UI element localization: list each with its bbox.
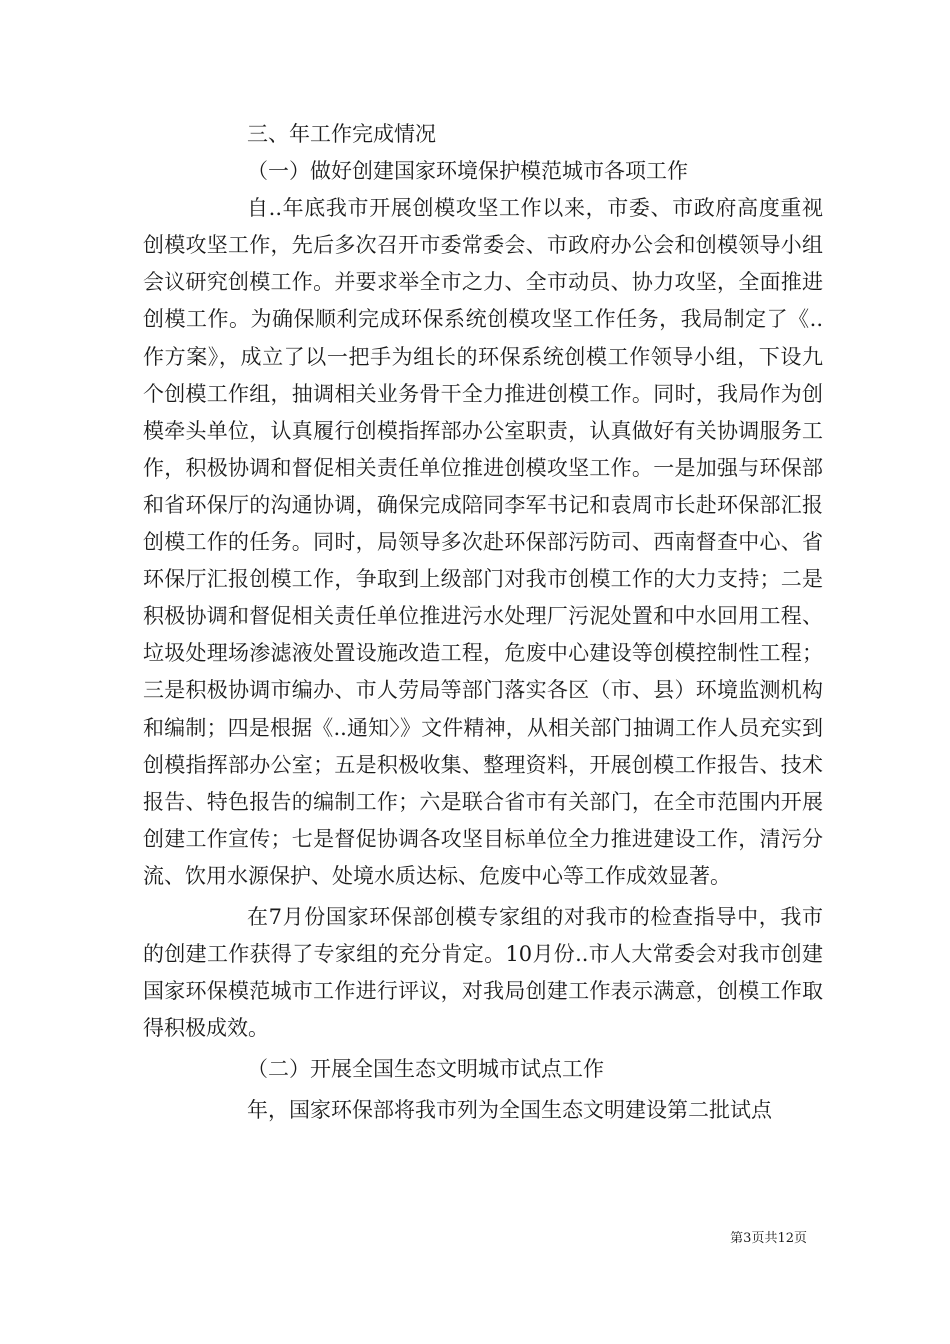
paragraph-3: 年，国家环保部将我市列为全国生态文明建设第二批试点 <box>247 1098 772 1123</box>
subheading-1: （一）做好创建国家环境保护模范城市各项工作 <box>247 159 688 184</box>
document-body <box>143 116 823 1130</box>
subheading-2: （二）开展全国生态文明城市试点工作 <box>247 1057 604 1082</box>
paragraph-2: 在7月份国家环保部创模专家组的对我市的检查指导中，我市的创建工作获得了专家组的充分肯定。10月份..市人大常委会对我市创建国家环保模范城市工作进行评议，对我局创建工作表示满意，创模工作取得积极成效。 <box>143 904 823 1041</box>
section-heading: 三、年工作完成情况 <box>247 122 436 146</box>
page-number: 第3页共12页 <box>730 1231 807 1246</box>
paragraph-1: 自..年底我市开展创模攻坚工作以来，市委、市政府高度重视创模攻坚工作，先后多次召开市委常委会、市政府办公会和创模领导小组会议研究创模工作。并要求举全市之力、全市动员、协力攻坚，全面推进创模工作。为确保顺利完成环保系统创模攻坚工作任务，我局制定了《..作方案》，成立了以一把手为组长的环保系统创模工作领导小组，下设九个创模工作组，抽调相关业务骨干全力推进创模工作。同时，我局作为创模牵头单位，认真履行创模指挥部办公室职责，认真做好有关协调服务工作，积极协调和督促相关责任单位推进创模攻坚工作。一是加强与环保部和省环保厅的沟通协调，确保完成陪同李军书记和袁周市长赴环保部汇报创模工作的任务。同时，局领导多次赴环保部污防司、西南督查中心、省环保厅汇报创模工作，争取到上级部门对我市创模工作的大力支持；二是积极协调和督促相关责任单位推进污水处理厂污泥处置和中水回用工程、垃圾处理场渗滤液处置设施改造工程，危废中心建设等创模控制性工程；三是积极协调市编办、市人劳局等部门落实各区（市、县）环境监测机构和编制；四是根据《..通知〉》文件精神，从相关部门抽调工作人员充实到创模指挥部办公室；五是积极收集、整理资料，开展创模工作报告、技术报告、特色报告的编制工作；六是联合省市有关部门，在全市范围内开展创建工作宣传；七是督促协调各攻坚目标单位全力推进建设工作，清污分流、饮用水源保护、处境水质达标、危废中心等工作成效显著。 <box>143 196 823 888</box>
